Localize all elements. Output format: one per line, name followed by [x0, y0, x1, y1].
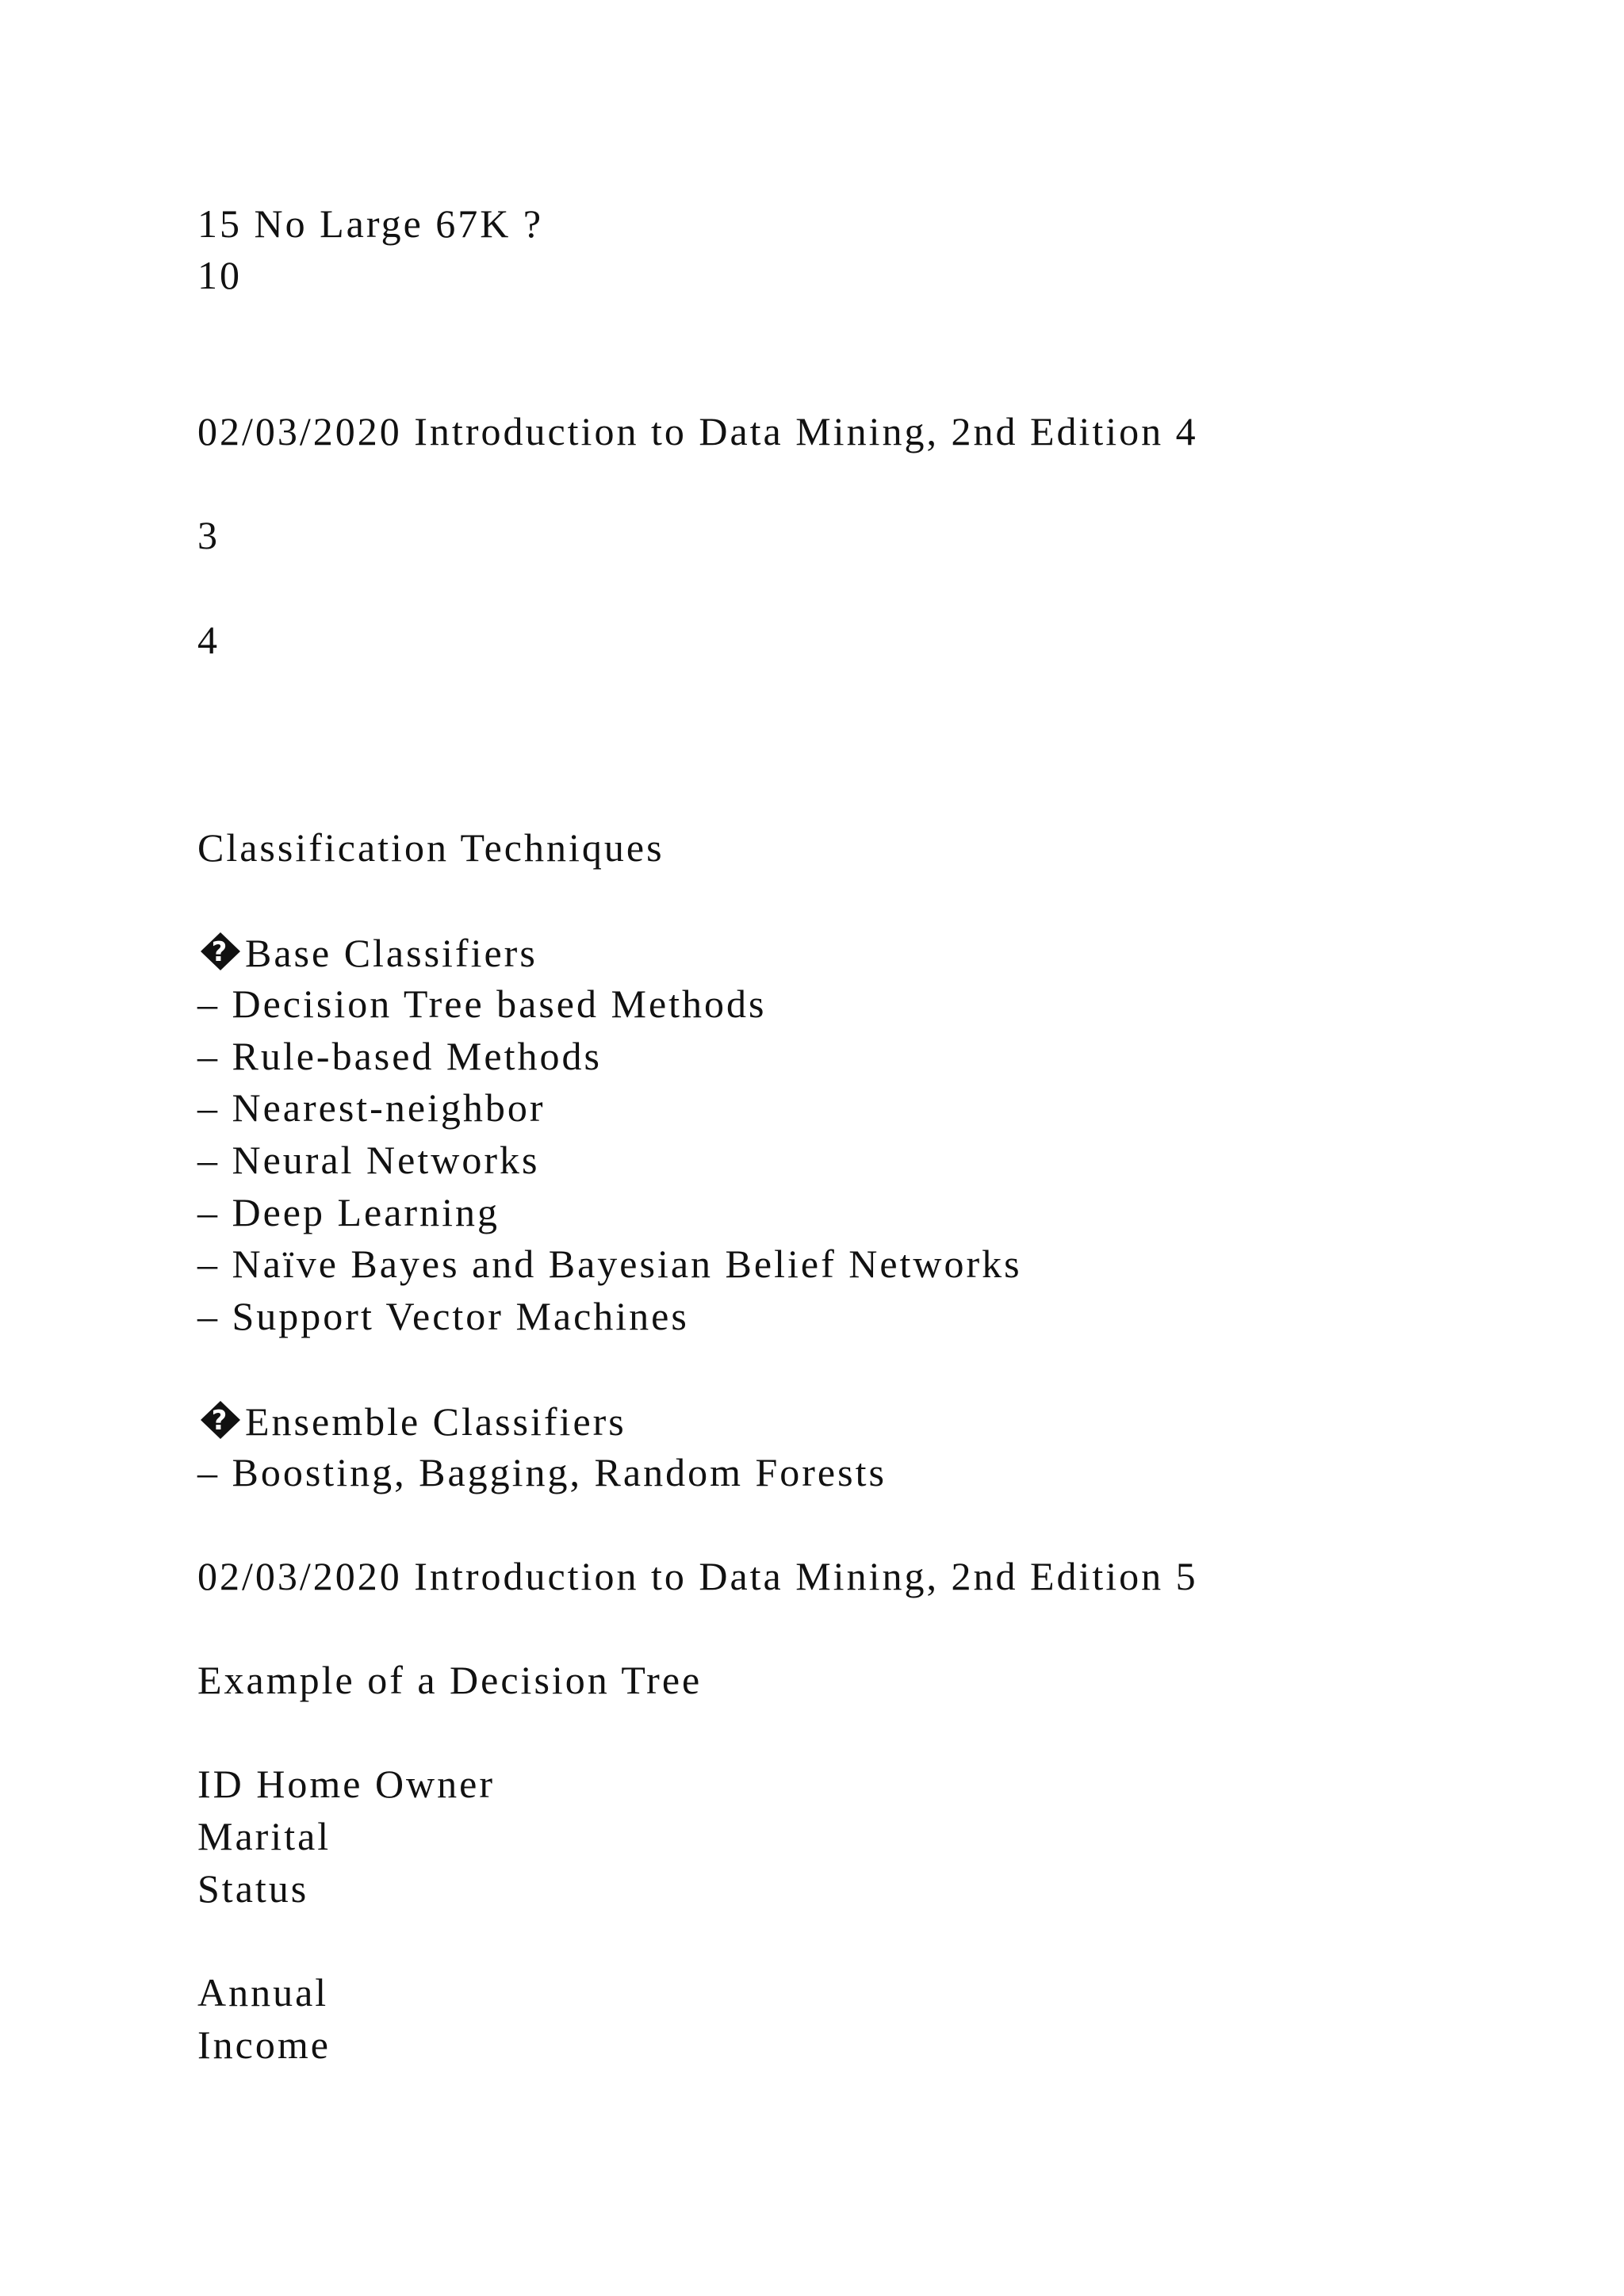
- list-item: – Decision Tree based Methods: [197, 982, 767, 1026]
- list-item: – Naïve Bayes and Bayesian Belief Networks: [197, 1242, 1022, 1286]
- replacement-character-icon: [197, 932, 243, 971]
- text-line: 15 No Large 67K ?: [197, 201, 544, 246]
- replacement-character-icon: [197, 1400, 243, 1440]
- list-item: – Deep Learning: [197, 1190, 500, 1234]
- bullet-heading: [197, 932, 538, 973]
- list-item: – Rule-based Methods: [197, 1034, 602, 1078]
- footer-line: 02/03/2020 Introduction to Data Mining, 2nd Edition 4: [197, 409, 1198, 453]
- text-line: ID Home Owner: [197, 1762, 496, 1806]
- footer-line: 02/03/2020 Introduction to Data Mining, 2nd Edition 5: [197, 1554, 1198, 1598]
- text-line: 10: [197, 253, 242, 297]
- slide-number: 3: [197, 513, 220, 557]
- text-line: Income: [197, 2022, 331, 2067]
- section-heading: Example of a Decision Tree: [197, 1658, 703, 1702]
- text-line: Annual: [197, 1970, 329, 2015]
- list-item: – Nearest-neighbor: [197, 1085, 546, 1130]
- bullet-heading: [197, 1399, 626, 1444]
- text-line: Marital: [197, 1814, 331, 1858]
- bullet-heading-text: Base Classifiers: [245, 931, 538, 975]
- list-item: – Support Vector Machines: [197, 1294, 689, 1338]
- svg-text:?: ?: [211, 936, 230, 968]
- svg-text:?: ?: [211, 1405, 230, 1437]
- text-line: Status: [197, 1866, 309, 1911]
- list-item: – Boosting, Bagging, Random Forests: [197, 1450, 887, 1494]
- bullet-heading-text: Ensemble Classifiers: [245, 1399, 626, 1444]
- list-item: – Neural Networks: [197, 1138, 540, 1182]
- slide-number: 4: [197, 618, 220, 662]
- section-heading: Classification Techniques: [197, 825, 665, 870]
